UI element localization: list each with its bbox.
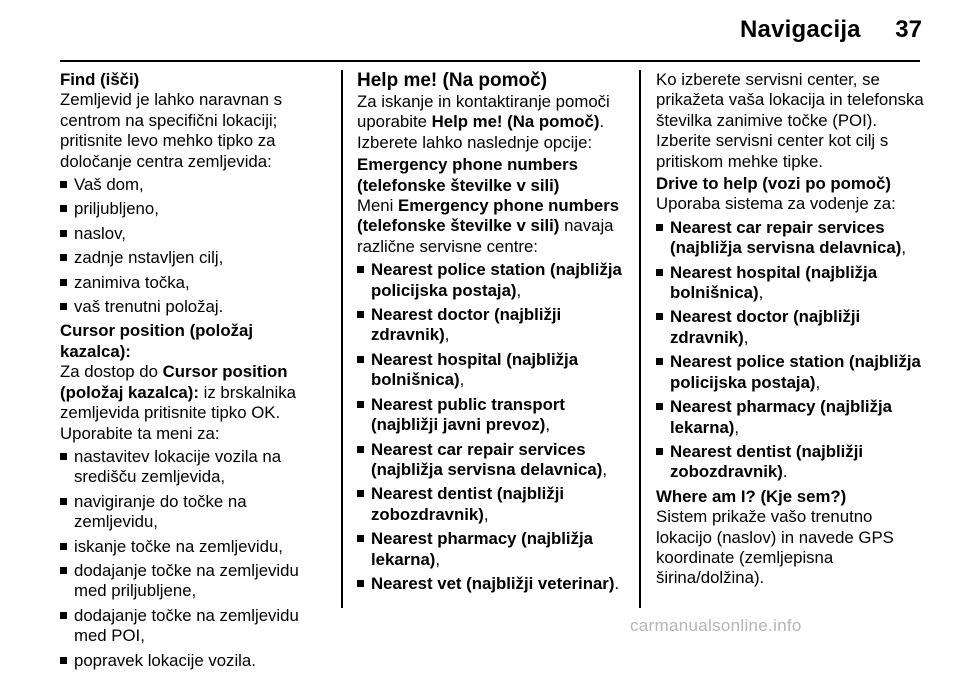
item-label: Nearest hospital (najbližja bolnišnica) — [670, 262, 878, 303]
item-label: Nearest hospital (najbližja bolnišnica) — [371, 349, 579, 390]
help-text — [357, 92, 625, 153]
item-suffix: , — [901, 238, 906, 258]
item-label: Nearest car repair services (najbližja servisna delavnica) — [670, 217, 902, 258]
list-item — [656, 307, 924, 348]
emergency-heading: Emergency phone numbers (telefonske številke v sili) — [357, 155, 579, 195]
help-text-pre: Za iskanje in kontaktiranje pomoči uporabite — [357, 92, 610, 132]
drive-text: Uporaba sistema za vodenje za: — [656, 194, 896, 214]
list-item: zanimiva točka, — [60, 273, 328, 293]
item-label: Nearest pharmacy (najbližja lekarna) — [670, 397, 892, 437]
emergency-section — [357, 155, 625, 594]
column-left — [60, 70, 328, 675]
item-label: Nearest police station (najbližja policijska postaja) — [670, 352, 921, 392]
intro-section — [656, 70, 924, 172]
list-item: naslov, — [60, 224, 328, 244]
list-item: Vaš dom, — [60, 175, 328, 195]
list-item: dodajanje točke na zemljevidu med POI, — [60, 606, 328, 647]
cursor-section — [60, 321, 328, 671]
item-label: Nearest pharmacy (najbližja lekarna) — [371, 529, 593, 569]
cursor-text-bold: Cursor position (položaj kazalca): — [60, 362, 288, 402]
help-heading: Help me! (Na pomoč) — [357, 70, 548, 91]
item-suffix: , — [444, 325, 450, 345]
column-divider — [639, 70, 641, 608]
cursor-heading: Cursor position (položaj kazalca): — [60, 321, 253, 361]
item-suffix: , — [459, 370, 465, 390]
list-item — [656, 263, 924, 304]
column-right — [656, 70, 924, 591]
item-suffix: , — [435, 549, 441, 569]
column-divider — [341, 70, 343, 608]
list-item: navigiranje do točke na zemljevidu, — [60, 492, 328, 533]
find-text: Zemljevid je lahko naravnan s centrom na specifični lokaciji; pritisnite levo mehko tipko za določanje centra zemljevida: — [60, 90, 282, 171]
list-item — [357, 574, 625, 594]
item-suffix: , — [743, 327, 749, 347]
cursor-text-pre: Za dostop do — [60, 362, 163, 382]
item-suffix: . — [614, 573, 620, 593]
list-item — [357, 305, 625, 346]
item-suffix: , — [602, 459, 607, 479]
item-suffix: , — [545, 415, 551, 435]
item-suffix: , — [815, 372, 821, 392]
item-label: Nearest public transport (najbližji javni prevoz) — [371, 394, 565, 435]
list-item: priljubljeno, — [60, 199, 328, 219]
list-item — [357, 350, 625, 391]
drive-section — [656, 174, 924, 483]
emergency-text-pre: Meni — [357, 196, 399, 216]
column-middle — [357, 70, 625, 598]
item-label: Nearest doctor (najbližji zdravnik) — [371, 305, 562, 345]
page-header-title: Navigacija — [740, 16, 861, 43]
cursor-text-post: iz brskalnika zemljevida pritisnite tipko OK. Uporabite ta meni za: — [60, 382, 296, 443]
item-label: Nearest police station (najbližja policijska postaja) — [371, 260, 622, 300]
list-item — [656, 397, 924, 438]
list-item: nastavitev lokacije vozila na središču zemljevida, — [60, 447, 328, 488]
item-suffix: . — [782, 462, 788, 482]
cursor-text — [60, 362, 328, 444]
list-item — [357, 395, 625, 436]
list-item — [357, 484, 625, 525]
item-suffix: , — [516, 280, 522, 300]
item-label: Nearest vet (najbližji veterinar) — [371, 573, 615, 593]
item-label: Nearest doctor (najbližji zdravnik) — [670, 307, 861, 347]
list-item: vaš trenutni položaj. — [60, 297, 328, 317]
list-item: iskanje točke na zemljevidu, — [60, 537, 328, 557]
find-heading: Find (išči) — [60, 70, 140, 89]
item-suffix: , — [734, 417, 740, 437]
find-section — [60, 70, 328, 317]
list-item — [357, 440, 625, 481]
where-section — [656, 487, 924, 589]
page-number: 37 — [895, 16, 922, 43]
emergency-text-post: navaja različne servisne centre: — [357, 216, 614, 256]
list-item — [357, 260, 625, 301]
drive-list — [656, 218, 924, 483]
header-rule — [60, 60, 920, 62]
item-label: Nearest dentist (najbližji zobozdravnik) — [371, 484, 565, 524]
find-list — [60, 175, 328, 317]
list-item — [656, 442, 924, 483]
intro-text: Ko izberete servisni center, se prikažeta vaša lokacija in telefonska številka zanimive točke (POI). Izberite servisni center kot cilj s pritiskom mehke tipke. — [656, 70, 924, 171]
list-item — [656, 218, 924, 259]
item-suffix: , — [483, 504, 489, 524]
item-suffix: , — [758, 283, 764, 303]
emergency-list — [357, 260, 625, 594]
help-text-post: . Izberete lahko naslednje opcije: — [357, 112, 605, 152]
where-heading: Where am I? (Kje sem?) — [656, 486, 847, 506]
emergency-text-bold: Emergency phone numbers (telefonske številke v sili) — [357, 196, 620, 236]
where-text: Sistem prikaže vašo trenutno lokacijo (naslov) in navede GPS koordinate (zemljepisna širina/dolžina). — [656, 507, 894, 588]
emergency-text — [357, 196, 625, 257]
list-item: popravek lokacije vozila. — [60, 651, 328, 671]
cursor-list — [60, 447, 328, 671]
help-section — [357, 70, 625, 153]
drive-heading: Drive to help (vozi po pomoč) — [656, 174, 891, 194]
list-item: zadnje nstavljen cilj, — [60, 248, 328, 268]
item-label: Nearest car repair services (najbližja servisna delavnica) — [371, 439, 603, 479]
list-item — [357, 529, 625, 570]
help-text-bold: Help me! (Na pomoč) — [431, 112, 600, 132]
list-item: dodajanje točke na zemljevidu med priljubljene, — [60, 561, 328, 602]
watermark: carmanualsonline.info — [630, 616, 802, 635]
list-item — [656, 352, 924, 393]
item-label: Nearest dentist (najbližji zobozdravnik) — [670, 441, 864, 482]
